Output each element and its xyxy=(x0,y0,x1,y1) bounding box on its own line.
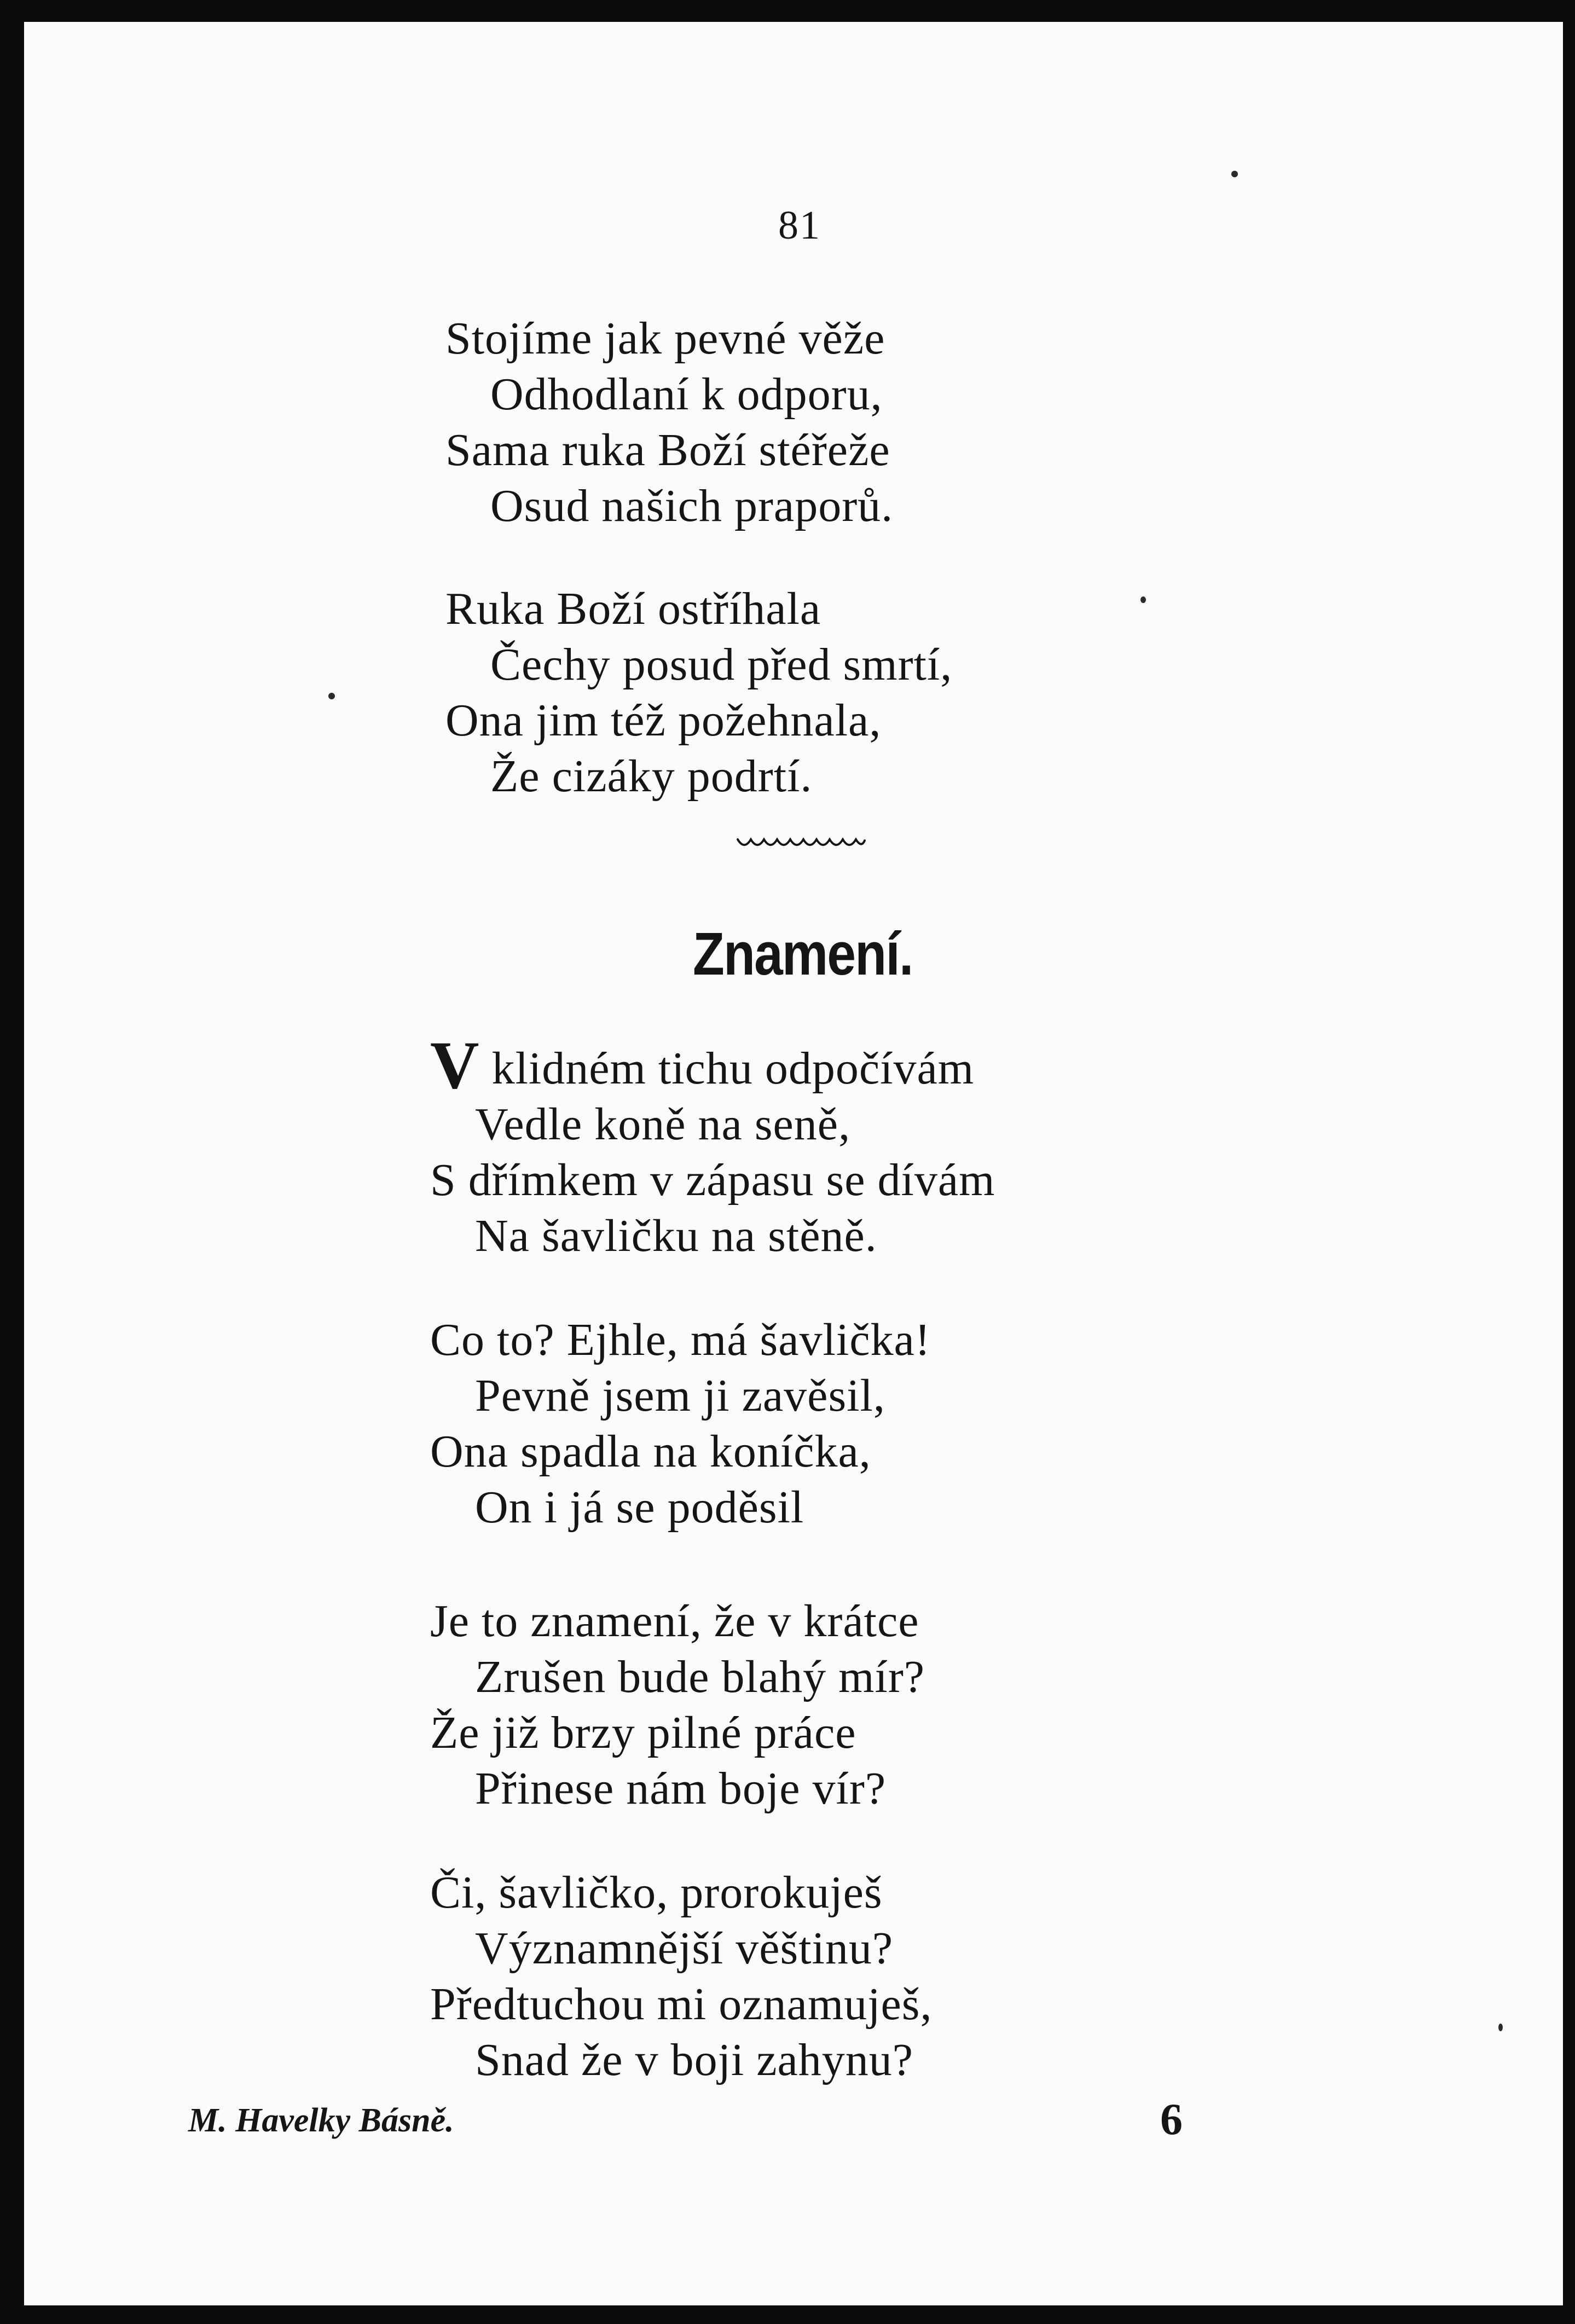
first-line-text: klidném tichu odpočívám xyxy=(491,1043,975,1094)
verse-line: Ona jim též požehnala, xyxy=(445,695,882,746)
verse-line: Vedle koně na seně, xyxy=(475,1099,851,1150)
poem1-stanza-1 xyxy=(445,311,893,534)
verse-line: Ona spadla na koníčka, xyxy=(430,1426,871,1477)
wavy-separator-ornament xyxy=(736,834,867,854)
verse-line: S dřímkem v zápasu se dívám xyxy=(430,1155,995,1206)
page-number: 81 xyxy=(778,203,821,248)
verse-line: Významnější věštinu? xyxy=(475,1923,894,1974)
verse-line: Stojíme jak pevné věže xyxy=(445,313,885,364)
verse-line: Je to znamení, že v krátce xyxy=(430,1596,919,1647)
verse-line: Na šavličku na stěně. xyxy=(475,1210,877,1261)
verse-line: On i já se poděsil xyxy=(475,1482,804,1533)
drop-cap-letter: V xyxy=(430,1028,480,1103)
verse-line-first xyxy=(430,1028,995,1103)
footer-book-signature: M. Havelky Básně. xyxy=(188,2102,454,2139)
verse-line: Sama ruka Boží stéřeže xyxy=(445,425,890,476)
poem2-stanza-2 xyxy=(430,1312,931,1535)
scan-speck xyxy=(1140,596,1146,603)
verse-line: Přinese nám boje vír? xyxy=(475,1763,887,1814)
verse-line: Pevně jsem ji zavěsil, xyxy=(475,1370,885,1421)
scan-speck xyxy=(1498,2024,1503,2031)
poem2-stanza-4 xyxy=(430,1865,932,2088)
verse-line: Či, šavličko, prorokuješ xyxy=(430,1867,883,1918)
poem2-stanza-1 xyxy=(430,1028,995,1264)
scan-speck xyxy=(1231,171,1238,177)
verse-line: Čechy posud před smrtí, xyxy=(490,639,953,690)
verse-line: Snad že v boji zahynu? xyxy=(475,2035,914,2085)
verse-line: Osud našich praporů. xyxy=(490,480,894,531)
verse-line: Že cizáky podrtí. xyxy=(490,751,813,802)
verse-line: Zrušen bude blahý mír? xyxy=(475,1651,925,1702)
signature-mark-number: 6 xyxy=(1160,2094,1183,2144)
poem-title: Znamení. xyxy=(693,920,913,988)
verse-line: Předtuchou mi oznamuješ, xyxy=(430,1979,933,2030)
verse-line: Co to? Ejhle, má šavlička! xyxy=(430,1314,931,1365)
verse-line: Odhodlaní k odporu, xyxy=(490,369,883,420)
poem2-stanza-3 xyxy=(430,1593,925,1817)
scan-speck xyxy=(328,693,335,699)
verse-line: Ruka Boží ostříhala xyxy=(445,583,821,634)
poem1-stanza-2 xyxy=(445,581,952,804)
verse-line: Že již brzy pilné práce xyxy=(430,1707,856,1758)
